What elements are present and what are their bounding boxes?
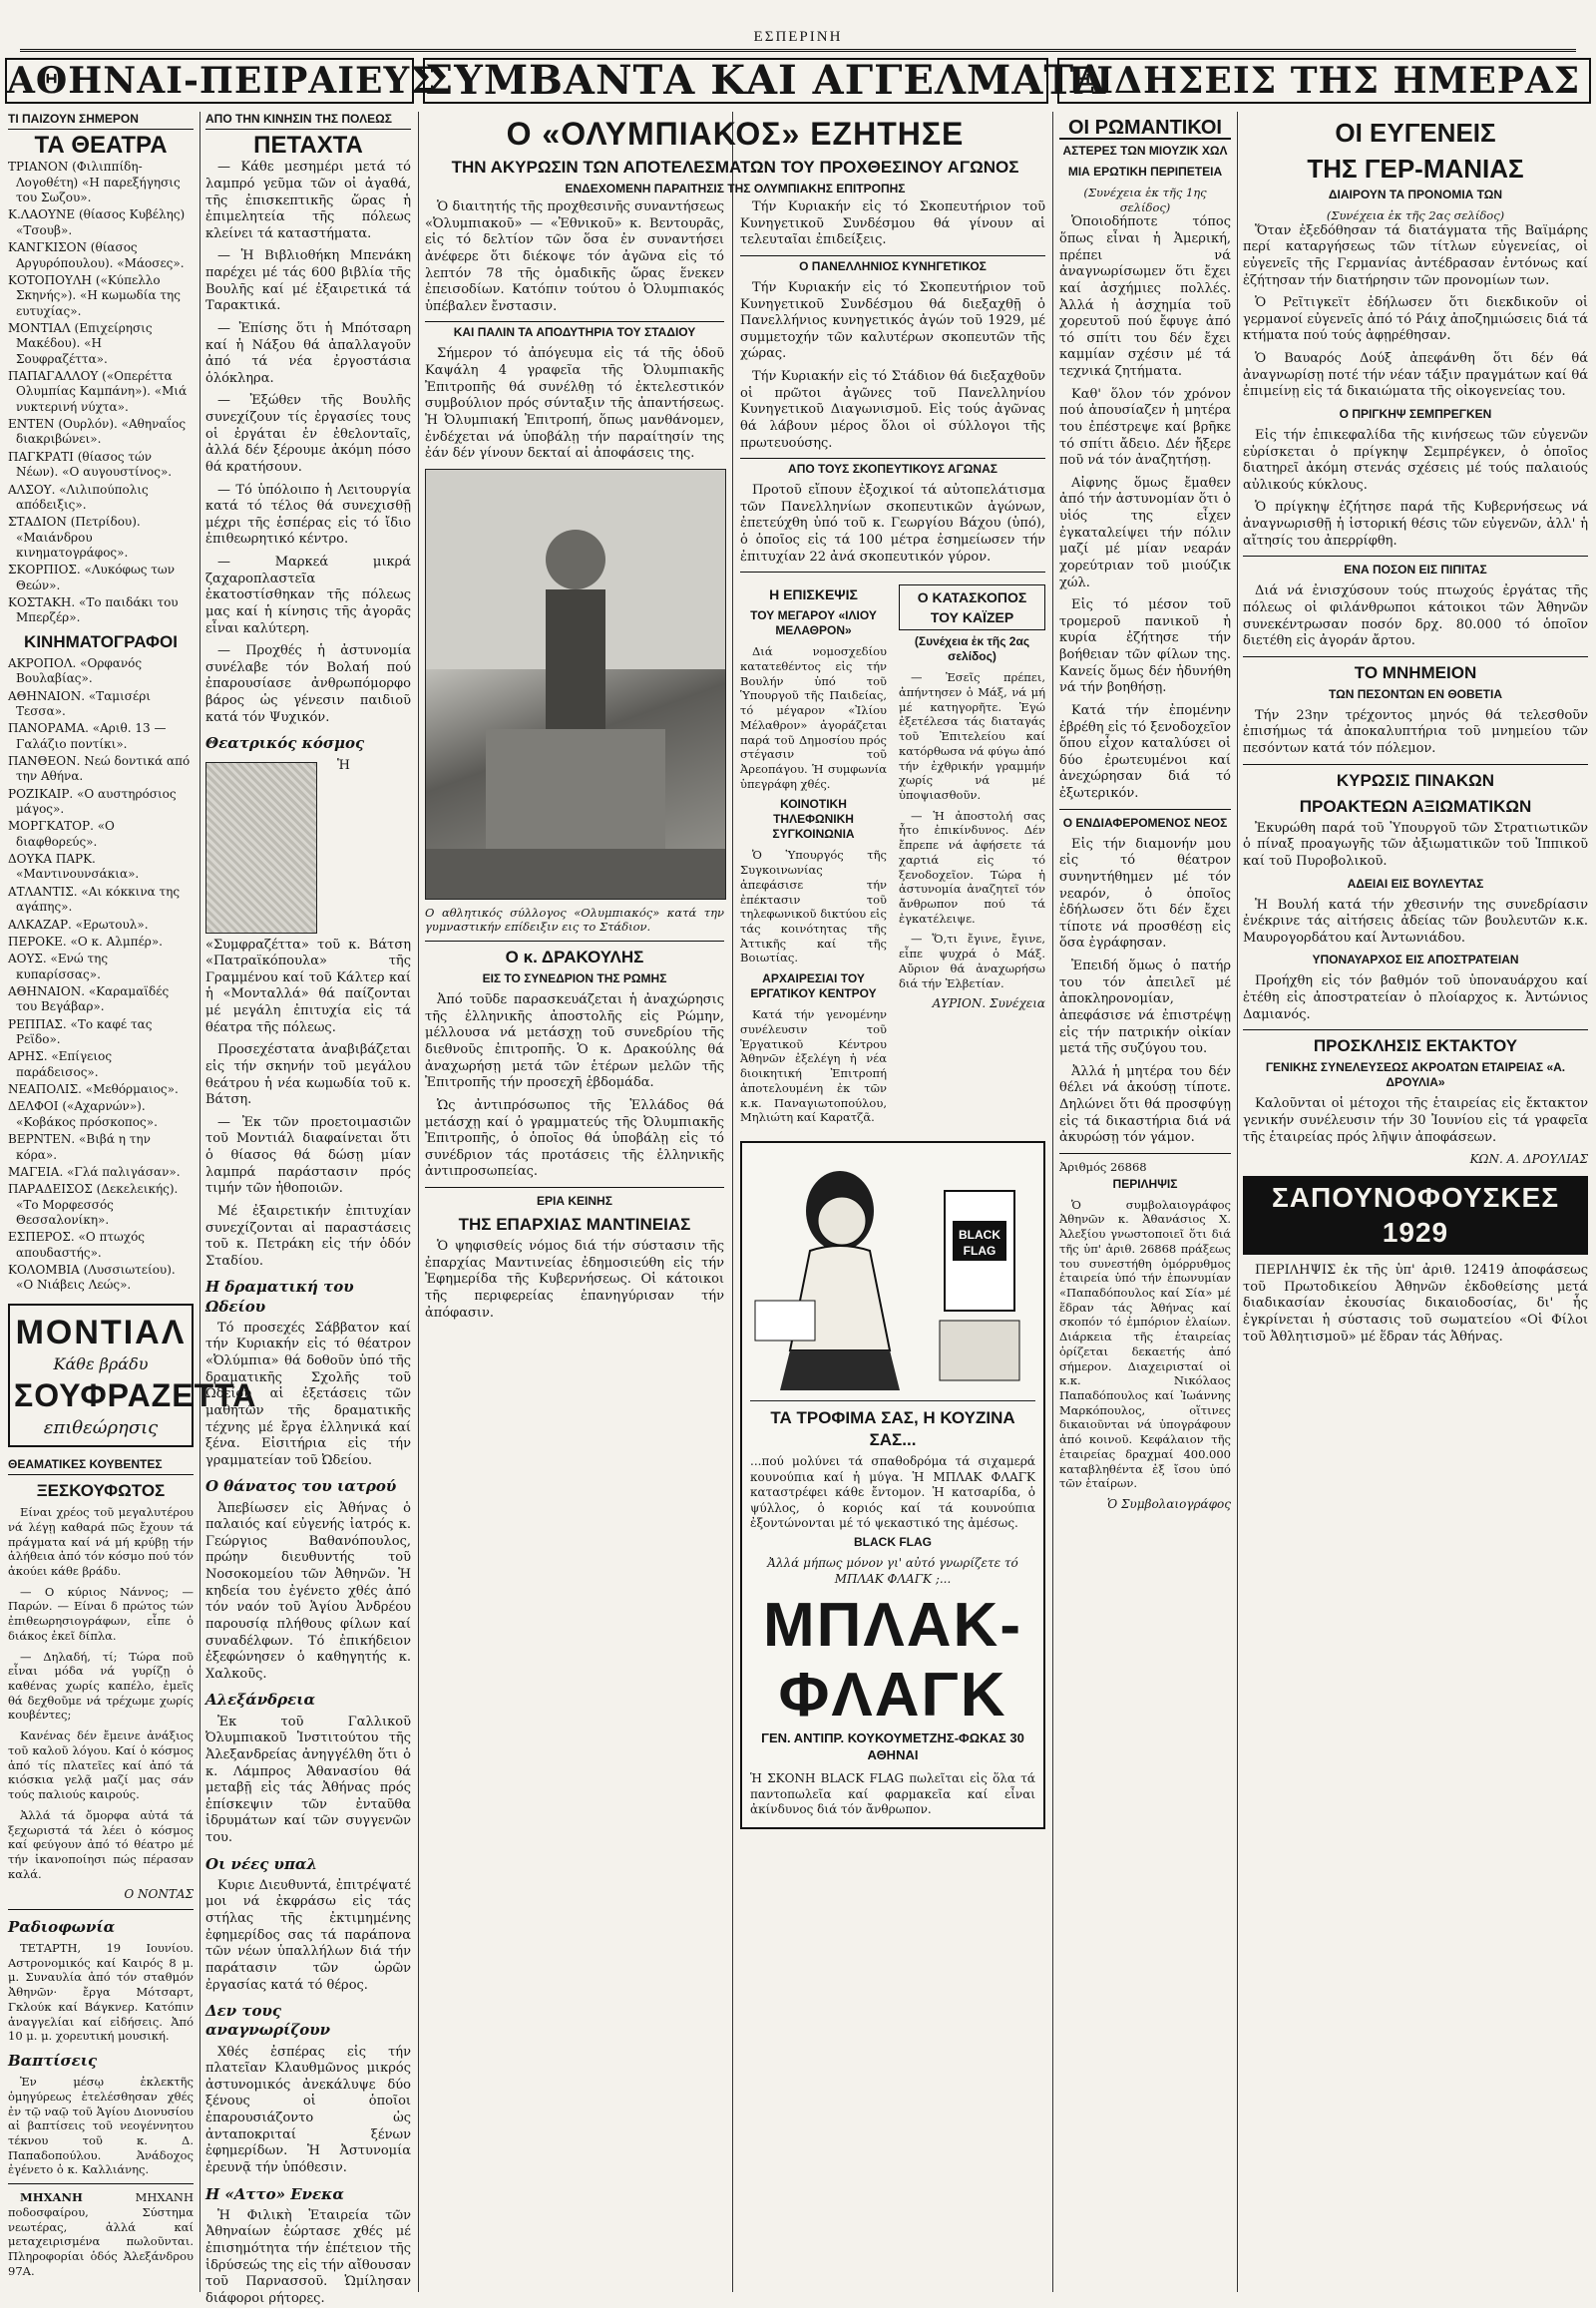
article-title: ΟΙ ΡΩΜΑΝΤΙΚΟΙ [1059,118,1231,140]
running-head: ΕΣΠΕΡΙΝΗ [753,29,843,45]
listing-item: ΜΟΝΤΙΑΛ (Επιχείρησις Μακέδου). «Η Σουφραζέττα». [8,320,153,366]
listing-item: ΤΡΙΑΝΟΝ (Φιλιππίδη-Λογοθέτη) «Η παρεξήγησις του Σωζου». [8,160,181,205]
montial-advert [8,1304,257,1447]
paragraph: — Κάθε μεσημέρι μετά τό λαμπρό γεῦμα τῶν οἰ ἀγαθά, τῆς ἐπισκεπτικῆς ὥρας ἡ ἐπιμελητεία τῆς πόλεως κλείνει τά καταστήματα. [205,160,411,241]
article-body [1243,428,1588,550]
cinema-title: ΚΙΝΗΜΑΤΟΓΡΑΦΟΙ [24,631,178,651]
photo-illustration [426,470,725,899]
black-flag-advert [740,1141,1045,1829]
article-body: Ἡ Βουλή κατά τήν χθεσινήν της συνεδρίασιν ἐνέκρινε τάς αἰτήσεις ἀδείας τῶν βουλευτῶν κ.κ. Μαυρογορδάτου καί Ἀντωνιάδου. [1243,897,1588,946]
center-banner: ΣΥΜΒΑΝΤΑ ΚΑΙ ΑΓΓΕΛΜΑΤΑ [425,57,1107,104]
listing-item: ΑΤΛΑΝΤΙΣ. «Αι κόκκινα της αγάπης». [8,884,181,915]
section-heading: ΕΝΑ ΠΟΣΟΝ ΕΙΣ ΠΙΠΙΤΑΣ [1344,563,1487,577]
listing-item: ΑΚΡΟΠΟΛ. «Ορφανός Βουλαβίας». [8,655,143,686]
article-body: Ἡ Φιλικὴ Ἑταιρεία τῶν Ἀθηναίων ἐώρτασε χθές μέ ἐπισημότητα τήν ἐπέτειον τῆς ἱδρύσεώς της εἰς τήν αἴθουσαν τοῦ Παρνασσοῦ. Ὡμίλησαν διάφοροι ρήτορες. [205,2207,411,2306]
paragraph: — Ἐκ τῶν προετοιμασιῶν τοῦ Μοντιάλ διαφαίνεται ὅτι ὁ θίασος θά δώσῃ μίαν λαμπρά παράστασιν πρός τιμήν τῶν ἠθοποιῶν. [205,1114,411,1197]
paragraph: — Τό ὑπόλοιπο ἡ Λειτουργία κατά τό τέλος θά συνεχισθῇ μέχρι τῆς ἑσπέρας εἰς τό ἴδιο ἐπιθεωρητικό κέντρο. [205,482,411,548]
paragraph: Αἰφνης ὅμως ἔμαθεν ἀπό τήν ἀστυνομίαν ὅτι ὁ υἱός της εἶχεν ἐγκαταλείψει τήν πόλιν μαζί μέ μίαν νεαράν χορεύτριαν τοῦ μιούζικ χώλ. [1059,475,1231,590]
article-subtitle: ΑΣΤΕΡΕΣ ΤΩΝ ΜΙΟΥΖΙΚ ΧΩΛ [1062,144,1228,158]
theatre-listings [8,160,194,625]
article-body: ΠΕΡΙΛΗΨΙΣ ἐκ τῆς ὑπ' ἀριθ. 12419 ἀποφάσεως τοῦ Πρωτοδικείου Ἀθηνῶν ἐκδοθείσης μετά διαδικασίαν ἑκουσίας δικαιοδοσίας, δι' ἧς ἐγκρίνεται ἡ σύστασις τοῦ σωματείου «Οἱ Φίλοι τοῦ Ἀθλητισμοῦ» μέ ἕδραν τάς Ἀθήνας. [1243,1263,1588,1345]
paragraph: Ἀλλά ἡ μητέρα του δέν θέλει νά ἀκούσῃ τίποτε. Δηλώνει ὅτι θά προσφύγῃ εἰς τά δικαστήρια διά νά ἀκυρώσῃ τόν γάμον. [1059,1063,1231,1146]
article-title: Ραδιοφωνία [8,1917,116,1936]
right-banner: ΕΙΔΗΣΕΙΣ ΤΗΣ ΗΜΕΡΑΣ [1057,58,1591,104]
listing-item: ΠΑΝΘΕΟΝ. Νεώ δοντικά από την Αθήνα. [8,753,191,784]
section-heading: Ο κ. ΔΡΑΚΟΥΛΗΣ [505,948,644,967]
article-body: Τήν Κυριακήν εἰς τό Σκοπευτήριον τοῦ Κυνηγετικοῦ Συνδέσμου θά γίνουν αἱ τελευταῖαι ἐπιδείξεις. [740,199,1045,248]
classified-text: ΜΗΧΑΝΗ ποδοσφαίρου, Σύστημα νεωτέρας, ἀλλά καί μεταχειρισμένα πωλοῦνται. Πληροφορίαι ὁδός Ἀλεξάνδρου 97Α. [8,2190,194,2278]
listing-item: ΑΡΗΣ. «Επίγειος παράδεισος». [8,1049,113,1079]
listing-item: ΝΕΑΠΟΛΙΣ. «Μεθόρμαιος». [8,1082,179,1097]
listing-item: ΚΟΣΤΑΚΗ. «Το παιδάκι του Μπερζέρ». [8,595,179,625]
paragraph: Μέ ἐξαιρετικήν ἐπιτυχίαν συνεχίζονται αἱ παραστάσεις τοῦ κ. Πετράκη εἰς τήν ὁδόν Σταδίου. [205,1203,411,1269]
listing-item: ΑΛΣΟΥ. «Λιλιπούπολις απόδειξις». [8,482,149,512]
section-heading: ΕΡΙΑ ΚΕΙΝΗΣ [537,1194,612,1209]
article-body: Χθές ἑσπέρας εἰς τήν πλατεῖαν Κλαυθμῶνος μικρός ἀστυνομικός ἀνεκάλυψε δύο ξένους οἱ ὁποῖοι ἐπαρουσιάζοντο ὡς ἀνταποκριταί ξένων ἐφημερίδων. Ἡ Ἀστυνομία ἐρευνᾷ τήν ὑπόθεσιν. [205,2044,411,2175]
article-body: Κατά τήν γενομένην συνέλευσιν τοῦ Ἐργατικοῦ Κέντρου Ἀθηνῶν ἐξελέγη ἡ νέα διοικητική Ἐπιτροπή ἀποτελουμένη ἐκ τῶν κ.κ. Παναγιωτοπούλου, Μηλιώτη καί Καρατζᾶ. [740,1007,887,1125]
listing-item: ΡΕΠΠΑΣ. «Το καφέ τας Ρεϊδο». [8,1016,153,1047]
split-section [740,578,1045,1131]
listing-item: ΕΣΠΕΡΟΣ. «Ο πτωχός απουδαστής». [8,1230,146,1260]
article-title: ΟΙ ΕΥΓΕΝΕΙΣ [1335,118,1496,148]
column-rule [1237,112,1238,2292]
paragraph: Ὁ Ρεῖτιγκεϊτ ἐδήλωσεν ὅτι διεκδικοῦν οἱ γερμανοί εὐγενεῖς ἀπό τό Ράιχ ἀποζημιώσεις διά τά κτήματα πού τούς ἀφῃρέθησαν. [1243,295,1588,344]
left-banner: ΑΘΗΝΑΙ-ΠΕΙΡΑΙΕΥΣ [7,60,437,102]
article-deck: ΜΙΑ ΕΡΩΤΙΚΗ ΠΕΡΙΠΕΤΕΙΑ [1067,165,1223,179]
listing-item: ΠΑΝΟΡΑΜΑ. «Αριθ. 13 — Γαλάζιο ποντίκι». [8,721,167,751]
article-body: Κυριε Διευθυντά, ἐπιτρέψατέ μοι νά ἐκφράσω εἰς τάς στήλας τῆς ἐκτιμημένης ἐφημερίδος σας τά παράπονα τῶν νέων ὑπαλλήλων διά τήν παράτασιν τῶν ὡρῶν ἐργασίας κατά τό θέρος. [205,1877,411,1993]
divider [1059,809,1231,810]
listing-item: ΜΟΡΓΚΑΤΟΡ. «Ο διαφθορεύς». [8,819,115,849]
paragraph: Εἰς τήν διαμονήν μου εἰς τό θέατρον συνηντήθημεν μέ τόν νεαρόν, ὁ ὁποῖος ἐδήλωσεν ὅτι δέν ἔχει τίποτε νά προσθέσῃ εἰς ὅσα ἐγράφησαν. [1059,836,1231,952]
column-3 [425,199,724,2292]
section-subheading: (Συνέχεια ἐκ τῆς 2ας σελίδος) [914,634,1030,664]
advert-brand: ΜΠΛΑΚ-ΦΛΑΓΚ [763,1590,1022,1730]
article-body: Ἐν μέσῳ ἐκλεκτῆς ὁμηγύρεως ἐτελέσθησαν χθές ἐν τῷ ναῷ τοῦ Ἁγίου Διονυσίου αἱ βαπτίσεις τοῦ νεογέννητου τέκνου τοῦ κ. Δ. Παπαδοπούλου. Ἀνάδοχος ἐγένετο ὁ κ. Καλλιάνης. [8,2075,194,2177]
section-heading: ΤΟ ΜΝΗΜΕΙΟΝ [1354,662,1477,682]
lead-story-header [425,112,1045,202]
cinema-listings [8,656,194,1294]
section-heading: Ο ΕΝΔΙΑΦΕΡΟΜΕΝΟΣ ΝΕΟΣ [1062,815,1228,830]
article-body [1059,214,1231,802]
listing-item: ΑΟΥΣ. «Ενώ της κυπαρίσσας». [8,952,109,981]
advert-body: ...πού μολύνει τά σπαθοδρόμα τά σιχαμερά κουνούπια καί ἡ μύγα. Ἡ ΜΠΛΑΚ ΦΛΑΓΚ καταστρέφει κάθε ἔντομον. Ἡ κατσαρίδα, ὁ ψύλλος, ὁ κοριός καί τά κουνούπια ἐξοντώνονται μέ τό ψεκαστικό της ἀμέσως. [750,1454,1035,1530]
column-rule [418,112,419,2292]
article-body: Ἀπό τοῦδε παρασκευάζεται ἡ ἀναχώρησις τῆς ἑλληνικῆς ἀποστολῆς εἰς Ρώμην, μέλλουσα νά μετάσχῃ τοῦ συνεδρίου τῆς διεθνοῦς ἐπιτροπῆς. Ὁ κ. Δρακούλης θά ἀναχωρήσῃ μετά τῶν ἑτέρων μελῶν τῆς Ἐπιτροπῆς τήν προσεχῆ ἑβδομάδα. [425,992,724,1091]
listing-item: ΔΕΛΦΟΙ («Αχαρνών»). «Κοβάκος πρόσκοπος». [8,1099,158,1129]
article-body: Ἐκυρώθη παρά τοῦ Ὑπουργοῦ τῶν Στρατιωτικῶν ὁ πίναξ προαγωγῆς τῶν ἀξιωματικῶν τοῦ Ἱππικοῦ καί τοῦ Πυροβολικοῦ. [1243,820,1588,869]
section-heading: ΚΥΡΩΣΙΣ ΠΙΝΑΚΩΝ [1336,770,1495,790]
sports-photo [425,469,726,900]
listing-item: ΒΕΡΝΤΕΝ. «Βιβά η την κόρα». [8,1132,151,1162]
listing-item: ΠΕΡΟΚΕ. «Ο κ. Αλμπέρ». [8,934,163,949]
divider [1059,1153,1231,1154]
column-5 [1059,112,1231,2292]
article-title: Η «Αττο» Ενεκα [205,2184,344,2203]
divider [1243,556,1588,557]
section-subheading: ΤΩΝ ΠΕΣΟΝΤΩΝ ΕΝ ΘΟΒΕΤΙΑ [1328,686,1502,701]
advert-can-name: BLACK FLAG [854,1535,932,1550]
advert-venue: ΜΟΝΤΙΑΛ [15,1313,187,1351]
paragraph: — Δηλαδή, τί; Τώρα ποῦ εἶναι μόδα νά γυρίζῃ ὁ καθένας χωρίς καπέλο, ἐμεῖς θά δεχθοῦμε νά τρέχωμε χωρίς κουβέντες; [8,1649,194,1723]
advert-genre: επιθεώρησις [43,1416,159,1438]
article-body: — Ἡ ἀποστολή σας ἦτο ἐπικίνδυνος. Δέν ἔπρεπε νά ἀφήσετε τά χαρτιά εἰς τό ξενοδοχεῖον. Τώρα ἡ ἀστυνομία ἀναζητεῖ τόν ἄνθρωπον πού τά ἐγκατέλειψε. [899,808,1045,926]
listing-item: ΚΟΤΟΠΟΥΛΗ («Κύπελλο Σκηνής»). «Η κωμωδία της ευτυχίας». [8,272,181,318]
article-title: Ο θάνατος του ιατρού [205,1477,397,1496]
paragraph: Ἀλλά τά ὄμορφα αὐτά τά ξεχωριστά τά λέει ὁ κόσμος καί φεύγουν ἀπό τό θέατρο μέ τήν ἱκανοποίησι πώς πέρασαν καλά. [8,1807,194,1881]
paragraph: Ἐπειδή ὅμως ὁ πατήρ του τόν ἀπειλεῖ μέ ἀποκληρονομίαν, ἀπεφάσισε νά ἐπιστρέψῃ εἰς τήν πατρικήν οἰκίαν μετά τῆς συζύγου του. [1059,959,1231,1057]
article-body: Τήν 23ην τρέχοντος μηνός θά τελεσθοῦν ἐπισήμως τά ἀποκαλυπτήρια τοῦ μνημείου τῶν πεσόντων κατά τόν πόλεμον. [1243,707,1588,757]
continuation-note: (Συνέχεια ἐκ τῆς 1ης σελίδος) [1083,186,1207,214]
article-body [1059,837,1231,1147]
paragraph: Καθ' ὅλον τόν χρόνον πού ἀπουσίαζεν ἡ μητέρα του ἐπέστρεψε καί βρῆκε τό σπίτι ἄδειο. Δέν ἤξερε ποῦ νά τόν ἀναζητήσῃ. [1059,386,1231,469]
photo-caption: Ο αθλητικός σύλλογος «Ολυμπιακός» κατά την γυμναστικήν επίδειξιν εις το Στάδιον. [425,905,724,935]
article-title: ΞΕΣΚΟΥΦΩΤΟΣ [36,1481,166,1501]
notice-body: Ὁ συμβολαιογράφος Ἀθηνῶν κ. Ἀθανάσιος Χ. Ἀλεξίου γνωστοποιεῖ ὅτι διά τῆς ὑπ' ἀριθ. 26868 πράξεως του συνεστήθη ὁμόρρυθμος ἑταιρεία ὑπό τήν ἐπωνυμίαν «Παπαδόπουλος καί Σία» μέ ἕδραν τάς Ἀθήνας καί σκοπόν τό ἐμπόριον ἐλαίων. Διάρκεια τῆς ἑταιρείας ὁρίζεται δεκαετής ἀπό σήμερον. Διαχειρισταί οἱ κ.κ. Νικόλαος Παπαδόπουλος καί Ἰωάννης Μαρκόπουλος, οἵτινες δικαιοῦνται νά ὑπογράφουν ἀπό κοινοῦ. Κεφάλαιον τῆς ἑταιρείας δραχμαί 400.000 καταβληθέντα ἐξ ἴσου ὑπό τῶν ἑταίρων. [1059,1197,1231,1491]
advert-headline: ΤΑ ΤΡΟΦΙΜΑ ΣΑΣ, Η ΚΟΥΖΙΝΑ ΣΑΣ... [770,1407,1015,1449]
notice-title: ΠΕΡΙΛΗΨΙΣ [1112,1176,1178,1191]
column-6 [1243,112,1588,2292]
listing-item: ΑΘΗΝΑΙΟΝ. «Ταμισέρι Τεσσα». [8,688,151,718]
classified-ad [8,2190,194,2278]
listing-item: ΜΑΓΕΙΑ. «Γλά παλιγάσαν». [8,1164,181,1179]
article-signature: ΑΥΡΙΟΝ. Συνέχεια [932,996,1045,1011]
article-signature: Ο ΝΟΝΤΑΣ [124,1887,194,1902]
article-body: Τήν Κυριακήν εἰς τό Στάδιον θά διεξαχθοῦν οἱ πρῶτοι ἀγῶνες τοῦ Πανελληνίου Κυνηγετικοῦ Διαγωνισμοῦ. Εἰς τούς ἀγῶνας θά λάβουν μέρος ὅλοι οἱ σύλλογοι τῆς πρωτευούσης. [740,369,1045,451]
paragraph: Εἰς τό μέσον τοῦ τρομεροῦ πανικοῦ ἡ κυρία ἐζήτησε τήν βοήθειαν τῶν φίλων της. Κανείς ὅμως δέν ἠδυνήθη νά τήν βοηθήσῃ. [1059,597,1231,696]
advert-footnote: Ἡ ΣΚΟΝΗ BLACK FLAG πωλεῖται εἰς ὅλα τά παντοπωλεῖα καί φαρμακεῖα καί εἶναι ἀκίνδυνος διά τόν ἄνθρωπον. [750,1771,1035,1816]
article-body: Ὁ ψηφισθείς νόμος διά τήν σύστασιν τῆς ἐπαρχίας Μαντινείας ἐδημοσιεύθη εἰς τήν Ἐφημερίδα τῆς Κυβερνήσεως. Οἱ κάτοικοι τῆς περιφερείας ἐπανηγύρισαν τήν ἀπόφασιν. [425,1239,724,1321]
section-heading: Ο ΚΑΤΑΣΚΟΠΟΣ ΤΟΥ ΚΑΪΖΕΡ [899,584,1045,630]
notice-number: Ἀριθμός 26868 [1059,1159,1147,1174]
divider [8,2183,194,2184]
column-rule [1052,112,1053,2292]
paragraph: Κανένας δέν ἔμεινε ἀνάξιος τοῦ καλοῦ λόγου. Καί ὁ κόσμος ἀπό τίς πλατεῖες καί ἀπό τά κιόσκια γελᾷ μαζί μας σάν τούς παλιούς καιρούς. [8,1729,194,1802]
paragraph: Προσεχέστατα ἀναβιβάζεται εἰς τήν σκηνήν τοῦ μεγάλου θεάτρου ἡ νέα κωμωδία τοῦ κ. Βάτση. [205,1042,411,1108]
article-body: — Ὅ,τι ἔγινε, ἔγινε, εἶπε ψυχρά ὁ Μάξ. Αὔριον θά ἀναχωρήσω διά τήν Ἑλβετίαν. [899,932,1045,990]
article-body: Τό προσεχές Σάββατον καί τήν Κυριακήν εἰς τό θέατρον «Ὀλύμπια» θά δοθοῦν ὑπό τῆς δραματικῆς Σχολῆς τοῦ Ὠδείου αἱ ἐξετάσεις τῶν μαθητῶν τῆς δραματικῆς τέχνης μέ ἔργα ἑλληνικά καί ξένα. Εἰσιτήρια εἰς τήν γραμματείαν τοῦ Ὠδείου. [205,1320,411,1468]
section-subheading: ΓΕΝΙΚΗΣ ΣΥΝΕΛΕΥΣΕΩΣ ΑΚΡΟΑΤΩΝ ΕΤΑΙΡΕΙΑΣ «Α. ΔΡΟΥΛΙΑ» [1265,1060,1566,1090]
article-body: ΤΕΤΑΡΤΗ, 19 Ιουνίου. Αστρονομικός καί Καιρός 8 μ. μ. Συναυλία ἀπό τόν σταθμόν Ἀθηνῶν· ἔργα Μότσαρτ, Γκλούκ καί Βάγκνερ. Κατόπιν ἀναγγελίαι καί εἰδήσεις. Ἀπό 10 μ. μ. χορευτική μουσική. [8,1940,194,2044]
section-heading: Ο ΠΑΝΕΛΛΗΝΙΟΣ ΚΥΝΗΓΕΤΙΚΟΣ [740,255,1045,274]
paragraph: — Ἐξώθεν τῆς Βουλῆς συνεχίζουν τίς ἐργασίες τους οἱ ἐργάται ἐν ἐθελονταῖς, ἀλλά δέν ξέρουμε ἀκόμη πόσο θά κρατήσουν. [205,393,411,475]
article-title: Η δραματική του Ωδείου [205,1278,354,1316]
listing-item: ΠΑΡΑΔΕΙΣΟΣ (Δεκελεικής). «Το Μορφεσσός Θεσσαλονίκη». [8,1182,179,1227]
paragraph: Ὅταν ἐξεδόθησαν τά διατάγματα τῆς Βαϊμάρης περί καταργήσεως τῶν τίτλων εὐγενείας, οἱ εὐγενεῖς τῆς Γερμανίας ἀντέδρασαν ἐντόνως καί ἐζήτησαν τήν διατήρησιν τῶν προνομίων των. [1243,222,1588,288]
column-4 [740,199,1045,2292]
can-label: FLAG [963,1243,997,1258]
article-title: Θεατρικός κόσμος [205,734,365,753]
lead-headline: Ο «ΟΛΥΜΠΙΑΚΟΣ» ΕΖΗΤΗΣΕ [506,116,965,152]
paragraph: Ἡ «Συμφραζέττα» τοῦ κ. Βάτση «Πατραϊκόπουλα» τῆς Γραμμένου καί τοῦ Κάλτερ καί ἡ «Μονταλλά» θά παίζονται μέ μεγάλη ἐπιτυχία εἰς τά θέατρα τῆς πόλεως. [205,757,411,1035]
article-body: Ἐκ τοῦ Γαλλικοῦ Ὀλυμπιακοῦ Ἱνστιτούτου τῆς Ἀλεξανδρείας ἀνηγγέλθη ὅτι ὁ κ. Λάμπρος Ἀθανασίου θά μεταβῇ εἰς τάς Ἀθήνας πρός ἐπίσκεψιν τῶν ἐνταῦθα ἱδρυμάτων καί τῶν συγγενῶν του. [205,1714,411,1846]
listing-item: Κ.ΛΑΟΥΝΕ (θίασος Κυβέλης) «Τσουβ». [8,207,186,237]
article-body: Ὁ Ὑπουργός τῆς Συγκοινωνίας ἀπεφάσισε τήν ἐπέκτασιν τοῦ τηλεφωνικοῦ δικτύου εἰς τάς κοινότητας τῆς Ἀττικῆς καί τῆς Βοιωτίας. [740,848,887,965]
listing-item: ΡΟΖΙΚΑΙΡ. «Ο αυστηρόσιος μάγος». [8,786,177,817]
listing-item: ΔΟΥΚΑ ΠΑΡΚ. «Μαντινουνσάκια». [8,852,140,882]
article-body: Ἀπεβίωσεν εἰς Ἀθήνας ὁ παλαιός καί εὐγενής ἰατρός κ. Γεώργιος Βαθανόπουλος, πρώην διευθυντής τοῦ Νοσοκομείου τῶν Ἀθηνῶν. Ἡ κηδεία του ἐγένετο χθές ἀπό τόν ναόν τοῦ Ἁγίου Ἀνδρέου παρουσίᾳ πλήθους φίλων καί συναδέλφων. Τό ἐπικήδειον ἐξεφώνησεν ὁ καθηγητής κ. Χαλκοῦς. [205,1500,411,1682]
article-title: Οι νέες υπαλ [205,1854,317,1873]
section-subheading: ΠΡΟΑΚΤΕΩΝ ΑΞΙΩΜΑΤΙΚΩΝ [1299,796,1532,816]
section-label: ΘΕΑΜΑΤΙΚΕΣ ΚΟΥΒΕΝΤΕΣ [8,1457,194,1475]
article-body: Προτοῦ εἴπουν ἐξοχικοί τά αὐτοπελάτισμα τῶν Πανελληνίων σκοπευτικῶν ἀγώνων, ἐπετεύχθη ὑπό τοῦ κ. Γεωργίου Βάχου (ὑπό), ὁ ὁποῖος εἰς τά 100 μέτρα ἐσημείωσεν τήν ἐπιτυχίαν 22 ἀνά σκοπευτικόν γύρον. [740,483,1045,565]
can-label: BLACK [959,1227,1000,1242]
listing-item: ΠΑΠΑΓΑΛΛΟΥ («Οπερέττα Ολυμπίας Καμπάνη»). «Μιά νυκτερινή νύχτα». [8,369,188,414]
listing-item: ΠΑΓΚΡΑΤΙ (θίασος τών Νέων). «Ο αυγουστίνος». [8,449,173,480]
section-heading: ΚΟΙΝΟΤΙΚΗ ΤΗΛΕΦΩΝΙΚΗ ΣΥΓΚΟΙΝΩΝΙΑ [772,797,855,842]
divider [740,572,1045,573]
article-deck: ΔΙΑΙΡΟΥΝ ΤΑ ΠΡΟΝΟΜΙΑ ΤΩΝ [1328,188,1503,201]
article-body: Σήμερον τό ἀπόγευμα εἰς τά τῆς ὁδοῦ Καψάλη 4 γραφεῖα τῆς Ὀλυμπιακῆς Ἐπιτροπῆς θά συνέλθῃ τό ἐκτελεστικόν συμβούλιον πρός σύνταξιν τῆς ἀπαντήσεως. Ἡ Ὀλυμπιακή Ἐπιτροπή, ὅπως μανθάνομεν, ἐνδέχεται νά ὑποβάλῃ τήν παραίτησίν της ἐάν δέν γίνουν δεκταί αἱ ἀποφάσεις της. [425,346,724,462]
listing-item: ΣΤΑΔΙΟΝ (Πετρίδου). «Μαιάνδρου κινηματογράφος». [8,515,141,560]
section-subheading: ΤΗΣ ΕΠΑΡΧΙΑΣ ΜΑΝΤΙΝΕΙΑΣ [458,1215,691,1235]
paragraph: — Ἡ Βιβλιοθήκη Μπενάκη παρέχει μέ τάς 600 βιβλία τῆς Βουλῆς καί μέ ἐξαιρετικά τά Ταρακτικά. [205,248,411,314]
column-rule [732,112,733,2292]
section-heading: ΥΠΟΝΑΥΑΡΧΟΣ ΕΙΣ ΑΠΟΣΤΡΑΤΕΙΑΝ [1312,953,1519,967]
classified-title: ΜΗΧΑΝΗ [20,2190,83,2205]
section-subheading: ΤΟΥ ΜΕΓΑΡΟΥ «ΙΛΙΟΥ ΜΕΛΑΘΡΟΝ» [750,608,877,638]
advert-address: ΓΕΝ. ΑΝΤΙΠΡ. ΚΟΥΚΟΥΜΕΤΖΗΣ-ΦΩΚΑΣ 30 ΑΘΗΝΑΙ [761,1730,1024,1762]
article-title: Δεν τους αναγνωρίζουν [205,2002,331,2040]
section-heading: ΑΡΧΑΙΡΕΣΙΑΙ ΤΟΥ ΕΡΓΑΤΙΚΟΥ ΚΕΝΤΡΟΥ [750,971,877,1001]
paragraph: Κατά τήν ἐπομένην ἐβρέθη εἰς τό ξενοδοχεῖον ὅπου εἶχον καταλύσει οἱ δύο ἐρωτευμένοι καί ἀνεχώρησαν διά τό ἐξωτερικόν. [1059,702,1231,802]
section-heading: ΚΑΙ ΠΑΛΙΝ ΤΑ ΑΠΟΔΥΤΗΡΙΑ ΤΟΥ ΣΤΑΔΙΟΥ [425,321,724,340]
paragraph: Είναι χρέος τοῦ μεγαλυτέρου νά λέγῃ καθαρά πῶς ἔχουν τά πράγματα καί νά μή κρύβῃ τήν ἀλήθεια ἀπό τόν κόσμο πού τόν ἀκούει κάθε βράδυ. [8,1505,195,1578]
article-title: ΠΕΤΑΧΤΑ [253,132,363,160]
article-body: Ὡς ἀντιπρόσωπος τῆς Ἑλλάδος θά μετάσχῃ καί ὁ γραμματεύς τῆς Ὀλυμπιακῆς Ἐπιτροπῆς, ὁ ὁποῖος θά ὑποβάλῃ εἰς τό συνέδριον τάς προτάσεις τῆς ἑλληνικῆς ἀντιπροσωπείας. [425,1097,724,1180]
theatres-title: ΤΑ ΘΕΑΤΡΑ [34,132,168,160]
article-body: Καλοῦνται οἱ μέτοχοι τῆς ἑταιρείας εἰς ἔκτακτον γενικήν συνέλευσιν τήν 30 Ἰουνίου εἰς τά γραφεῖα τῆς ἑταιρείας πρός λῆψιν ἀποφάσεων. [1243,1096,1588,1145]
column-1 [8,112,257,2292]
masthead [0,0,1596,104]
divider [1243,764,1588,765]
article-title: Βαπτίσεις [8,2051,98,2070]
article-body [1243,223,1588,401]
notice-signature: Ὁ Συμβολαιογράφος [1106,1497,1231,1512]
article-subtitle: ΤΗΣ ΓΕΡ-ΜΑΝΙΑΣ [1307,154,1524,184]
listing-item: ΑΛΚΑΖΑΡ. «Ερωτουλ». [8,917,149,932]
caricature-image [205,762,317,934]
paragraph: Ὁ Βαυαρός Δούξ ἀπεφάνθη ὅτι δέν θά ἀναγνωρίσῃ ποτέ τήν νέαν τάξιν πραγμάτων καί θά ἐπιμείνῃ εἰς τά δικαιώματα τῆς οἰκογενείας του. [1243,351,1588,400]
paragraph: — Μαρκεά μικρά ζαχαροπλαστεῖα ἐκατοστίσθηκαν τῆς πόλεως μας καί ἡ κίνησις τῆς ἀγορᾶς εἶναι καλύτερη. [205,555,411,636]
article-body [8,1505,194,1881]
article-body: Διά νά ἐνισχύσουν τούς πτωχούς ἐργάτας τῆς πόλεως οἱ φιλάνθρωποι κάτοικοι τῶν Ἀθηνῶν συνεκέντρωσαν ποσόν δρχ. 80.000 τό ὁποῖον διετέθη εἰς ἀγοράν ἄρτου. [1243,583,1588,649]
article-body: Διά νομοσχεδίου κατατεθέντος εἰς τήν Βουλήν ὑπό τοῦ Ὑπουργοῦ τῆς Παιδείας, τό μέγαρον «Ἰλίου Μέλαθρον» ἀγοράζεται παρά τοῦ Δημοσίου πρός στέγασιν τοῦ Ἀρεοπάγου. Ἡ συμφωνία ὑπεγράφη χθές. [740,644,887,791]
paragraph: — Ο κύριος Νάννος; — Παρών. — Είναι δ πρώτος τών ἐπιθεωρησιογράφων, εἶπε ὁ διάκος ἐκεῖ δίπλα. [8,1584,194,1643]
divider [1243,656,1588,657]
lead-subheadline: ΤΗΝ ΑΚΥΡΩΣΙΝ ΤΩΝ ΑΠΟΤΕΛΕΣΜΑΤΩΝ ΤΟΥ ΠΡΟΧΘΕΣΙΝΟΥ ΑΓΩΝΟΣ [451,158,1019,177]
divider [425,1187,724,1188]
paragraph: Εἰς τήν ἐπικεφαλίδα τῆς κινήσεως τῶν εὐγενῶν εὑρίσκεται ὁ πρίγκηψ Σεμπρέγκεν, ὁ ὁποῖος διατηρεῖ ἀκόμη στενάς σχέσεις μέ τούς παλαιούς αὐλικούς κύκλους. [1243,427,1588,493]
paragraph: — Ἐπίσης ὅτι ἡ Μπότσαρη καί ἡ Νάξου θά ἀπαλλαγοῦν ἀπό τά νέα ἐργοστάσια ὁλόκληρα. [205,320,411,386]
section-heading: Ο ΠΡΙΓΚΗΨ ΣΕΜΠΡΕΓΚΕΝ [1339,406,1492,421]
listing-item: ΣΚΟΡΠΙΟΣ. «Λυκόφως των Θεών». [8,563,175,592]
section-heading: Η ΕΠΙΣΚΕΨΙΣ [769,586,858,603]
divider [1243,1029,1588,1030]
listing-item: ΚΑΝΓΚΙΣΟΝ (θίασος Αργυρόπουλου). «Μάοσες». [8,240,185,270]
divider [425,941,724,942]
woman-cooking-illustration [750,1151,1035,1400]
advert-illustration [750,1151,1035,1401]
section-heading: ΑΔΕΙΑΙ ΕΙΣ ΒΟΥΛΕΥΤΑΣ [1347,876,1484,891]
section-subheading: ΕΙΣ ΤΟ ΣΥΝΕΔΡΙΟΝ ΤΗΣ ΡΩΜΗΣ [482,971,667,986]
article-title: Αλεξάνδρεια [205,1691,316,1710]
continuation-note: (Συνέχεια ἐκ τῆς 2ας σελίδος) [1326,208,1505,222]
lead-deck: ΕΝΔΕΧΟΜΕΝΗ ΠΑΡΑΙΤΗΣΙΣ ΤΗΣ ΟΛΥΜΠΙΑΚΗΣ ΕΠΙΤΡΟΠΗΣ [565,182,906,195]
boxed-heading: ΣΑΠΟΥΝΟΦΟΥΣΚΕΣ 1929 [1243,1176,1588,1256]
section-label: ΑΠΟ ΤΗΝ ΚΙΝΗΣΙΝ ΤΗΣ ΠΟΛΕΩΣ [205,112,411,130]
listing-item: ΕΝΤΕΝ (Ουρλόν). «Αθηναΐος διακριβώνει». [8,417,187,447]
paragraph: — Προχθές ἡ ἀστυνομία συνέλαβε τόν Βολαή πού ἐπαρουσίασε ἀνθρωπόμορφο βάρος ὡς γένεσιν παιδιοῦ κατά τόν Ψυχικόν. [205,643,411,725]
article-body: Ὁ διαιτητής τῆς προχθεσινῆς συναντήσεως «Ὀλυμπιακοῦ» — «Ἐθνικοῦ» κ. Βεντουρᾶς, εἰς τό δελτίον τῶν ὅσα ἐν συναντήσει ἀνέφερε ὅτι διέκοψε τόν ἀγῶνα εἰς τό λεπτόν 78 τῆς ὁμαδικῆς ὥρας ἕνεκεν ἐπεισοδίων. Κατόπιν τούτου ὁ Ὀλυμπιακός ὑπέβαλεν ἔνστασιν. [425,199,724,314]
column-2 [205,112,411,2306]
advert-schedule: Κάθε βράδυ [53,1354,149,1374]
paragraph: Ὁποιοδήποτε τόπος ὅπως εἶναι ἡ Ἀμερική, πρέπει νά ἀναγνωρίσωμεν ὅτι ἔχει καί ἀσχήμιες πολλές. Ἀλλά ἡ ἀσχημία τοῦ χορευτοῦ πού ἔφυγε ἀπό τό σπίτι του δέν ἔχει καμμίαν σχέσιν μέ τά τεχνικά ζητήματα. [1059,214,1231,380]
divider [8,1909,194,1910]
masthead-rule [20,49,1576,52]
advert-show: ΣΟΥΦΡΑΖΕΤΤΑ [14,1376,257,1413]
section-label: ΤΙ ΠΑΙΖΟΥΝ ΣΗΜΕΡΟΝ [8,112,194,130]
article-body [205,160,411,726]
article-signature: ΚΩΝ. Α. ΔΡΟΥΛΙΑΣ [1469,1152,1588,1167]
section-heading: ΠΡΟΣΚΛΗΣΙΣ ΕΚΤΑΚΤΟΥ [1313,1036,1518,1056]
listing-item: ΚΟΛΟΜΒΙΑ (Λυσσιωτείου). «Ο Νιάβεις Λεώς». [8,1263,176,1293]
listing-item: ΑΘΗΝΑΙΟΝ. «Καραμαϊδές του Βεγάβαρ». [8,983,170,1014]
section-heading: ΑΠΟ ΤΟΥΣ ΣΚΟΠΕΥΤΙΚΟΥΣ ΑΓΩΝΑΣ [740,458,1045,477]
advert-tagline: Ἀλλά μήπως μόνον γι' αὐτό γνωρίζετε τό ΜΠΛΑΚ ΦΛΑΓΚ ;... [767,1556,1018,1586]
article-body: Προήχθη εἰς τόν βαθμόν τοῦ ὑποναυάρχου καί ἐτέθη εἰς ἀποστρατείαν ὁ πλοίαρχος κ. Ἀντώνιος Δαμιανός. [1243,973,1588,1022]
paragraph: Ὁ πρίγκηψ ἐζήτησε παρά τῆς Κυβερνήσεως νά ἀναγνωρισθῇ ἡ ἱστορική θέσις τῶν εὐγενῶν, ἀλλ' ἡ αἴτησίς του ἀπερρίφθη. [1243,500,1588,549]
article-body: Τήν Κυριακήν εἰς τό Σκοπευτήριον τοῦ Κυνηγετικοῦ Συνδέσμου θά διεξαχθῇ ὁ Πανελλήνιος κυνηγετικός ἀγών τοῦ 1929, μέ συμμετοχήν τῶν καλυτέρων σκοπευτῶν τῆς χώρας. [740,279,1045,362]
article-body: — Ἐσεῖς πρέπει, ἀπήντησεν ὁ Μάξ, νά μή μέ κατηγορῆτε. Ἐγώ ἐξετέλεσα τάς διαταγάς τοῦ Ἐπιτελείου καί κατόρθωσα νά φύγω ἀπό τήν ἐχθρικήν γραμμήν χωρίς νά μέ ὑποψιασθοῦν. [899,670,1045,802]
